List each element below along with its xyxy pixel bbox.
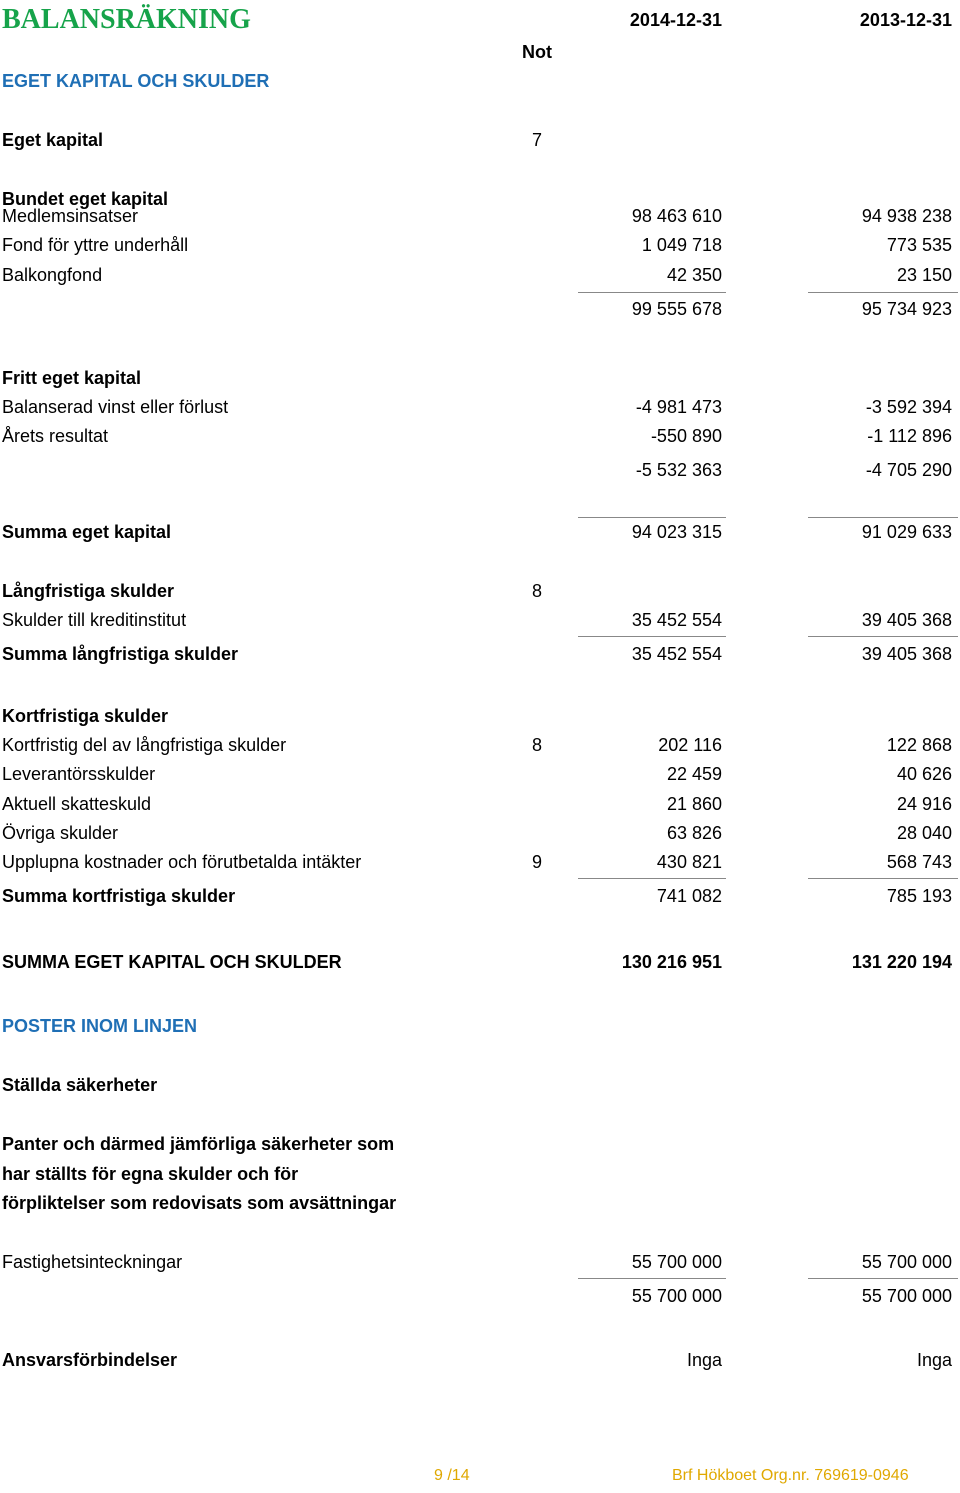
subtotal-2014: 99 555 678 [631,299,722,319]
sum-rule [578,292,726,293]
org-number: Brf Hökboet Org.nr. 769619-0946 [672,1467,909,1484]
summa-kortfristiga-2013: 785 193 [886,886,952,906]
poster-heading: POSTER INOM LINJEN [2,1016,198,1036]
subtotal-2013: 55 700 000 [861,1286,952,1306]
value-2014: 42 350 [666,265,722,285]
value-2013: 122 868 [886,735,952,755]
value-2013: 39 405 368 [861,610,952,630]
sum-rule [578,878,726,879]
subtotal-2014: 55 700 000 [631,1286,722,1306]
panter-line: Panter och därmed jämförliga säkerheter som [2,1134,395,1154]
summa-kortfristiga-2014: 741 082 [656,886,722,906]
row-label: Leverantörsskulder [2,764,156,784]
subtotal-2013: 95 734 923 [861,299,952,319]
value-2014: 1 049 718 [641,235,722,255]
summa-langfristiga-label: Summa långfristiga skulder [2,644,239,664]
langfristiga-heading: Långfristiga skulder [2,581,175,601]
page-number: 9 /14 [434,1467,470,1484]
value-2014: 22 459 [666,764,722,784]
value-2014: 21 860 [666,794,722,814]
row-label: Kortfristig del av långfristiga skulder [2,735,287,755]
fritt-heading: Fritt eget kapital [2,368,142,388]
summa-langfristiga-2014: 35 452 554 [631,644,722,664]
total-2014: 130 216 951 [621,952,722,972]
value-2014: 430 821 [656,852,722,872]
sum-rule [578,636,726,637]
sum-rule [808,636,958,637]
subtotal-2014: -5 532 363 [635,460,722,480]
value-2013: 28 040 [896,823,952,843]
row-label: Upplupna kostnader och förutbetalda intäkter [2,852,362,872]
stallda-heading: Ställda säkerheter [2,1075,158,1095]
sum-rule [808,1278,958,1279]
summa-eget-2013: 91 029 633 [861,522,952,542]
eget-kapital-heading: Eget kapital [2,130,104,150]
row-not: 9 [532,852,543,872]
summa-langfristiga-2013: 39 405 368 [861,644,952,664]
value-2013: 24 916 [896,794,952,814]
total-label: SUMMA EGET KAPITAL OCH SKULDER [2,952,342,972]
row-label: Skulder till kreditinstitut [2,610,187,630]
column-header-2014: 2014-12-31 [629,10,722,30]
summa-kortfristiga-label: Summa kortfristiga skulder [2,886,236,906]
value-2013: -3 592 394 [865,397,952,417]
value-2013: -1 112 896 [867,426,952,446]
ansvar-2013: Inga [916,1350,952,1370]
total-2013: 131 220 194 [851,952,952,972]
value-2013: 568 743 [886,852,952,872]
bundet-heading: Bundet eget kapital [2,189,169,209]
value-2014: 55 700 000 [631,1252,722,1272]
row-not: 8 [532,735,543,755]
eget-kapital-not: 7 [532,130,543,150]
value-2013: 23 150 [896,265,952,285]
row-label: Fond för yttre underhåll [2,235,189,255]
row-label: Fastighetsinteckningar [2,1252,183,1272]
langfristiga-not: 8 [532,581,543,601]
value-2014: -550 890 [650,426,722,446]
value-2013: 55 700 000 [861,1252,952,1272]
value-2014: 98 463 610 [631,206,722,226]
value-2014: 202 116 [658,735,722,755]
ansvar-label: Ansvarsförbindelser [2,1350,178,1370]
row-label: Medlemsinsatser [2,206,139,226]
column-header-not: Not [522,42,552,62]
row-label: Övriga skulder [2,823,119,843]
row-label: Balkongfond [2,265,103,285]
summa-eget-label: Summa eget kapital [2,522,172,542]
subtotal-2013: -4 705 290 [865,460,952,480]
sum-rule [578,1278,726,1279]
value-2013: 40 626 [896,764,952,784]
panter-line: förpliktelser som redovisats som avsättningar [2,1193,397,1213]
sum-rule [808,292,958,293]
panter-line: har ställts för egna skulder och för [2,1164,299,1184]
sum-rule [808,878,958,879]
value-2014: 35 452 554 [631,610,722,630]
row-label: Aktuell skatteskuld [2,794,152,814]
sum-rule [578,517,726,518]
row-label: Årets resultat [2,426,109,446]
value-2014: -4 981 473 [635,397,722,417]
page-title: BALANSRÄKNING [2,4,251,35]
row-label: Balanserad vinst eller förlust [2,397,229,417]
ansvar-2014: Inga [686,1350,722,1370]
sum-rule [808,517,958,518]
summa-eget-2014: 94 023 315 [631,522,722,542]
section-heading: EGET KAPITAL OCH SKULDER [2,71,270,91]
column-header-2013: 2013-12-31 [859,10,952,30]
value-2013: 94 938 238 [861,206,952,226]
value-2014: 63 826 [666,823,722,843]
kortfristiga-heading: Kortfristiga skulder [2,706,169,726]
value-2013: 773 535 [886,235,952,255]
